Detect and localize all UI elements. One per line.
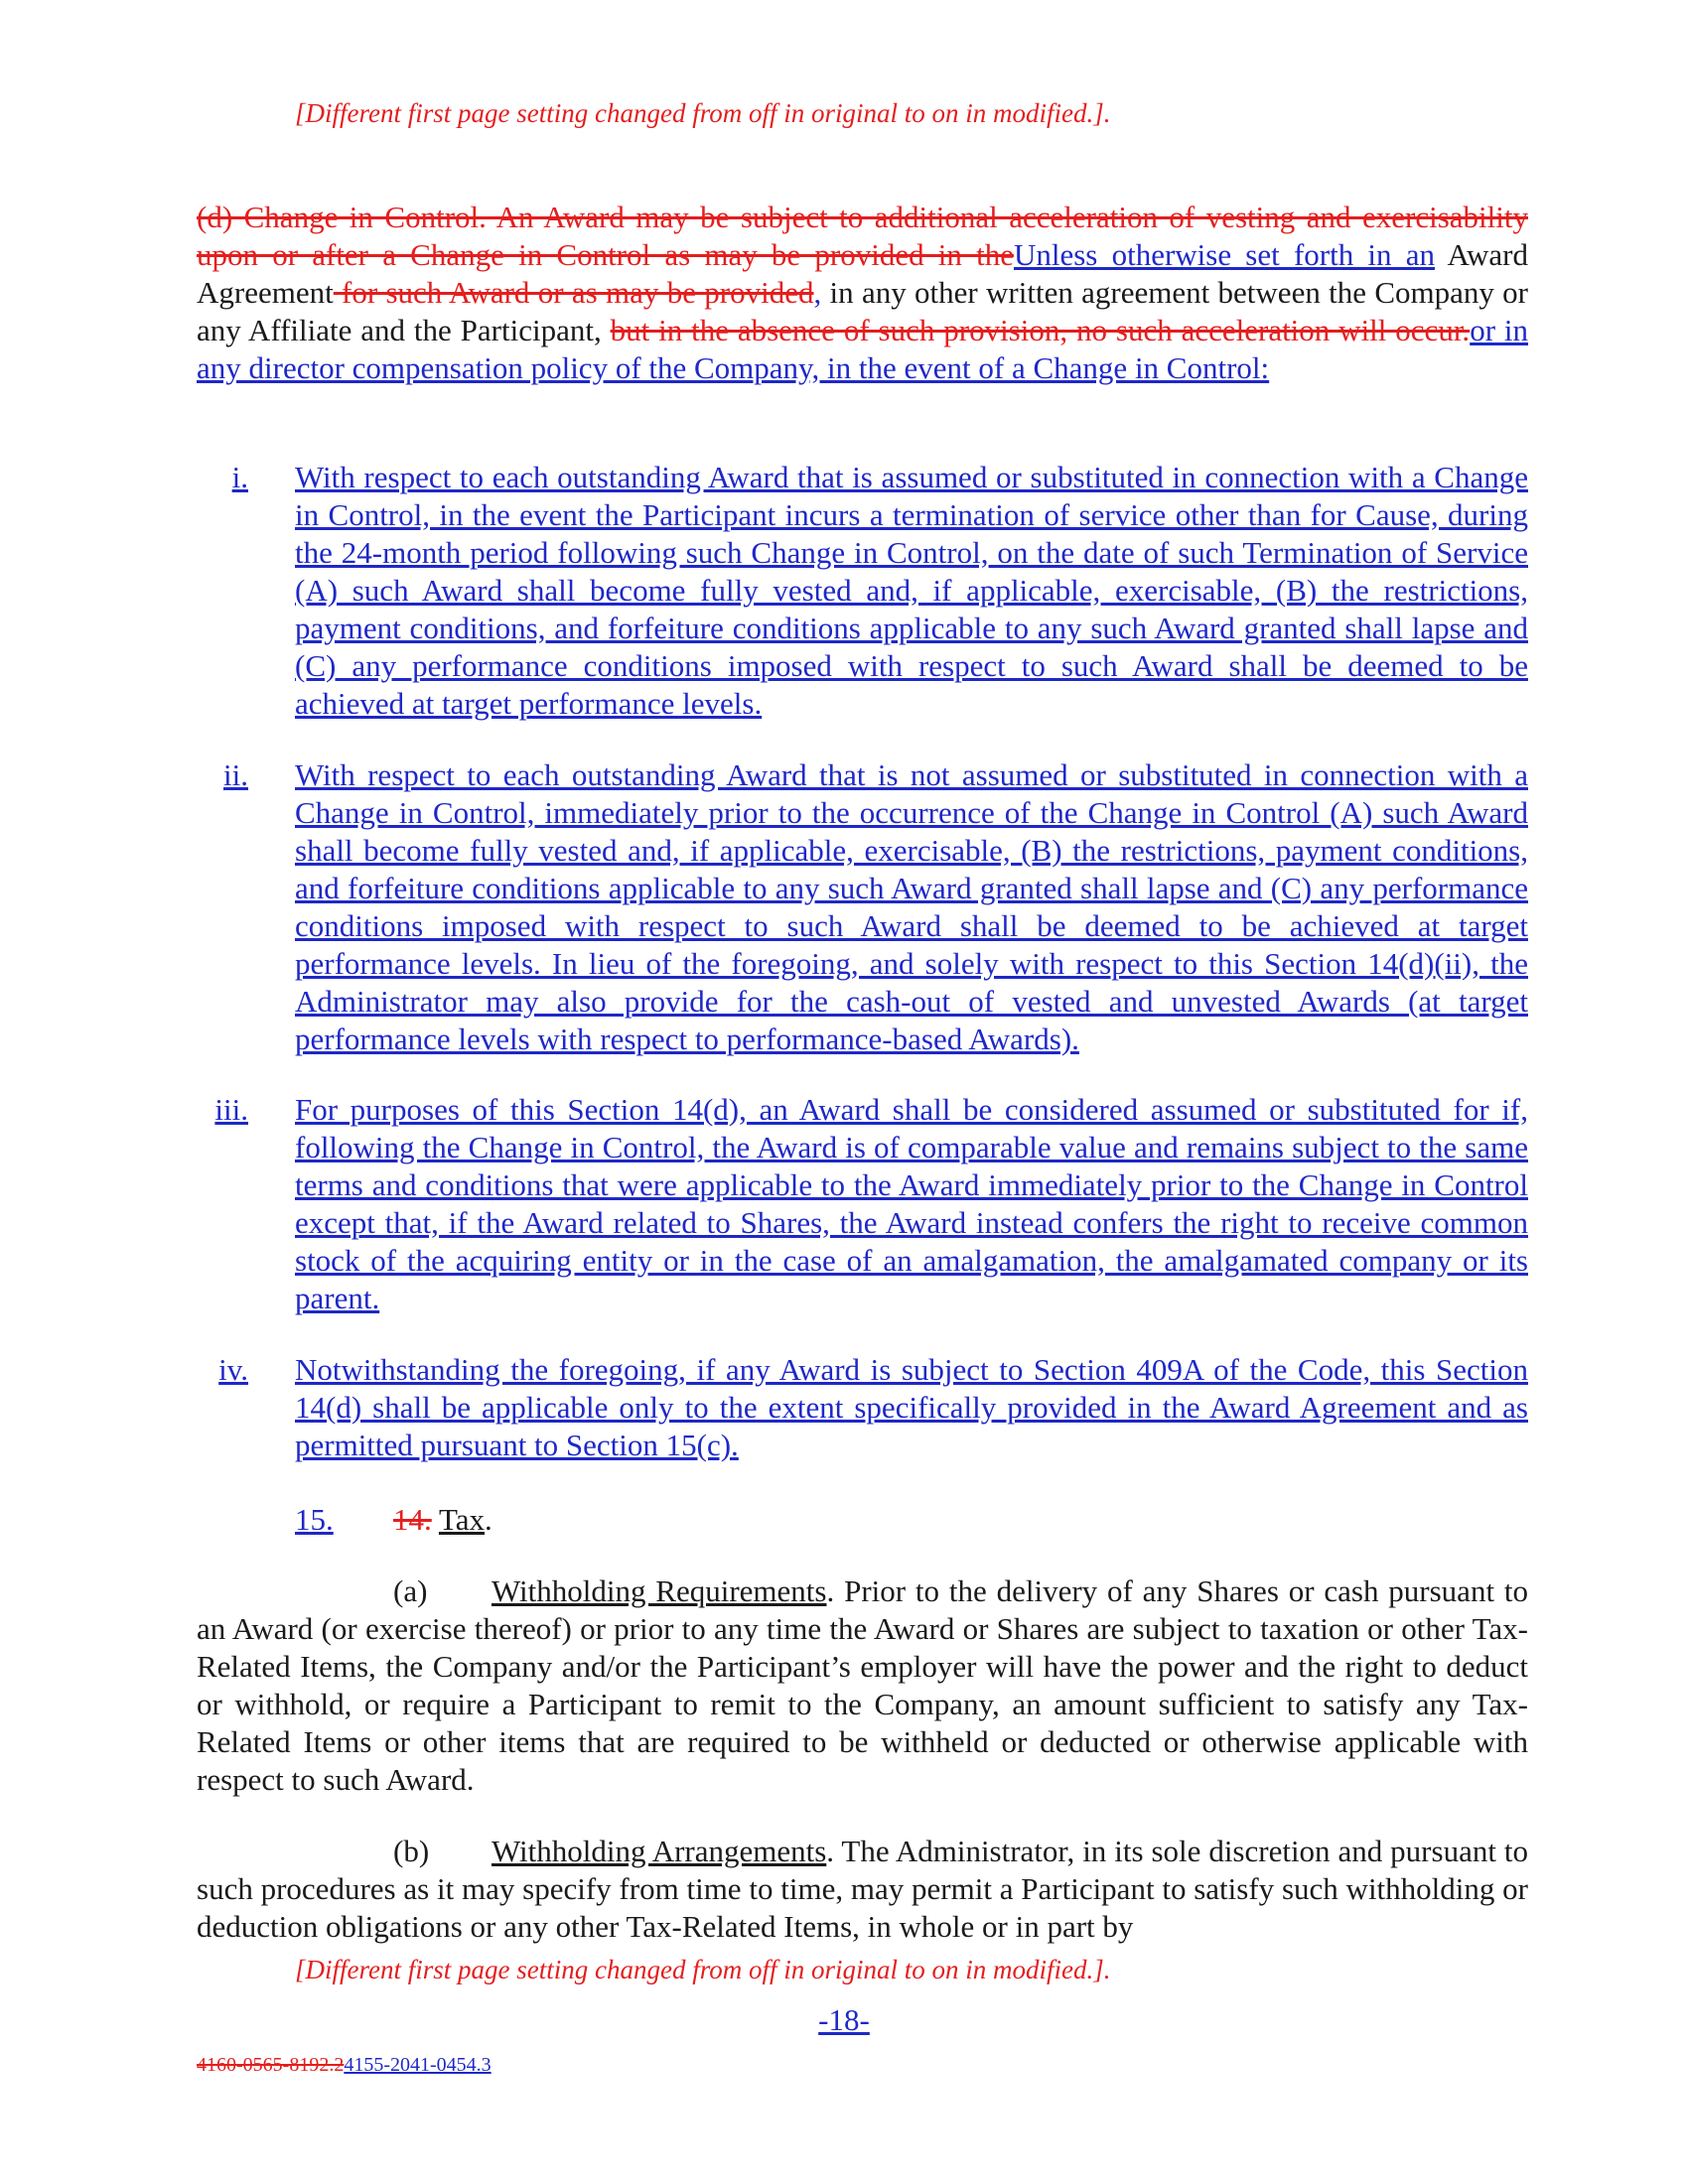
old-document-id: 4160-0565-8192.2 bbox=[197, 2054, 345, 2076]
section-15-heading: 14. Tax. bbox=[393, 1502, 492, 1537]
section-title: Tax bbox=[438, 1502, 485, 1537]
document-id bbox=[197, 2053, 492, 2077]
text: in any other written agreement between the Company or any Affiliate and the Participant, bbox=[197, 275, 1529, 347]
header-change-note: [Different first page setting changed from off in original to on in modified.]. bbox=[295, 98, 1111, 128]
new-document-id: 4155-2041-0454.3 bbox=[344, 2054, 492, 2076]
item-i-number: i. bbox=[231, 460, 248, 494]
paragraph-a-text: . Prior to the delivery of any Shares or cash pursuant to an Award (or exercise thereof) or prior to any time the Award or Shares are subject to taxation or other Tax-Related Items, the Company and/or the Participant’s employer will have the power and the right to deduct or withhold, or require a Participant to remit to the Company, an amount sufficient to satisfy any Tax-Related Items or other items that are required to be withheld or deducted or otherwise applicable with respect to such Award. bbox=[197, 1573, 1529, 1797]
paragraph-a-label: (a) bbox=[393, 1573, 428, 1608]
page-number: -18- bbox=[818, 2002, 870, 2037]
footer-change-note: [Different first page setting changed from off in original to on in modified.]. bbox=[295, 1955, 1111, 1984]
deleted-text: for such Award or as may be provided bbox=[333, 275, 814, 310]
deleted-section-number: 14. bbox=[393, 1502, 432, 1537]
inserted-text: or in any director compensation policy of the Company, in the event of a Change in Control: bbox=[197, 313, 1529, 385]
item-ii-text: With respect to each outstanding Award that is not assumed or substituted in connection with a Change in Control, immediately prior to the occurrence of the Change in Control (A) such Award shall become fully vested and, if applicable, exercisable, (B) the restrictions, payment conditions, and forfeiture conditions applicable to any such Award granted shall lapse and (C) any performance conditions imposed with respect to such Award shall be deemed to be achieved at target performance levels. In lieu of the foregoing, and solely with respect to this Section 14(d)(ii), the Administrator may also provide for the cash-out of vested and unvested Awards (at target performance levels with respect to performance-based Awards). bbox=[295, 757, 1528, 1056]
item-i-text: With respect to each outstanding Award that is assumed or substituted in connection with a Change in Control, in the event the Participant incurs a termination of service other than for Cause, during the 24-month period following such Change in Control, on the date of such Termination of Service (A) such Award shall become fully vested and, if applicable, exercisable, (B) the restrictions, payment conditions, and forfeiture conditions applicable to any such Award granted shall lapse and (C) any performance conditions imposed with respect to such Award shall be deemed to be achieved at target performance levels. bbox=[295, 460, 1528, 721]
paragraph-a bbox=[197, 1572, 1528, 1799]
inserted-text: , bbox=[813, 275, 822, 310]
item-iii-text: For purposes of this Section 14(d), an Award shall be considered assumed or substituted for if, following the Change in Control, the Award is of comparable value and remains subject to the same terms and conditions that were applicable to the Award immediately prior to the Change in Control except that, if the Award related to Shares, the Award instead confers the right to receive common stock of the acquiring entity or in the case of an amalgamation, the amalgamated company or its parent. bbox=[295, 1092, 1528, 1315]
paragraph-d bbox=[197, 199, 1528, 387]
paragraph-b-heading: Withholding Arrangements bbox=[492, 1834, 827, 1868]
inserted-text: Unless otherwise set forth in an bbox=[1013, 237, 1435, 272]
item-iv-number: iv. bbox=[218, 1352, 248, 1387]
paragraph-b bbox=[197, 1833, 1528, 1946]
paragraph-a-heading: Withholding Requirements bbox=[492, 1573, 827, 1608]
deleted-text: (d) Change in Control. An Award may be subject to additional acceleration of vesting and exercisability upon or after a Change in Control as may be provided in the bbox=[197, 200, 1528, 272]
paragraph-b-label: (b) bbox=[393, 1834, 430, 1868]
section-15-new-number: 15. bbox=[295, 1502, 334, 1537]
item-iii-number: iii. bbox=[214, 1092, 248, 1127]
item-iv-text: Notwithstanding the foregoing, if any Award is subject to Section 409A of the Code, this Section 14(d) shall be applicable only to the extent specifically provided in the Award Agreement and as permitted pursuant to Section 15(c). bbox=[295, 1352, 1528, 1462]
deleted-text: but in the absence of such provision, no such acceleration will occur. bbox=[610, 313, 1471, 347]
text: Award Agreement bbox=[197, 237, 1528, 310]
paragraph-b-text: . The Administrator, in its sole discretion and pursuant to such procedures as it may specify from time to time, may permit a Participant to satisfy such withholding or deduction obligations or any other Tax-Related Items, in whole or in part by bbox=[197, 1834, 1528, 1944]
item-ii-number: ii. bbox=[223, 757, 248, 792]
